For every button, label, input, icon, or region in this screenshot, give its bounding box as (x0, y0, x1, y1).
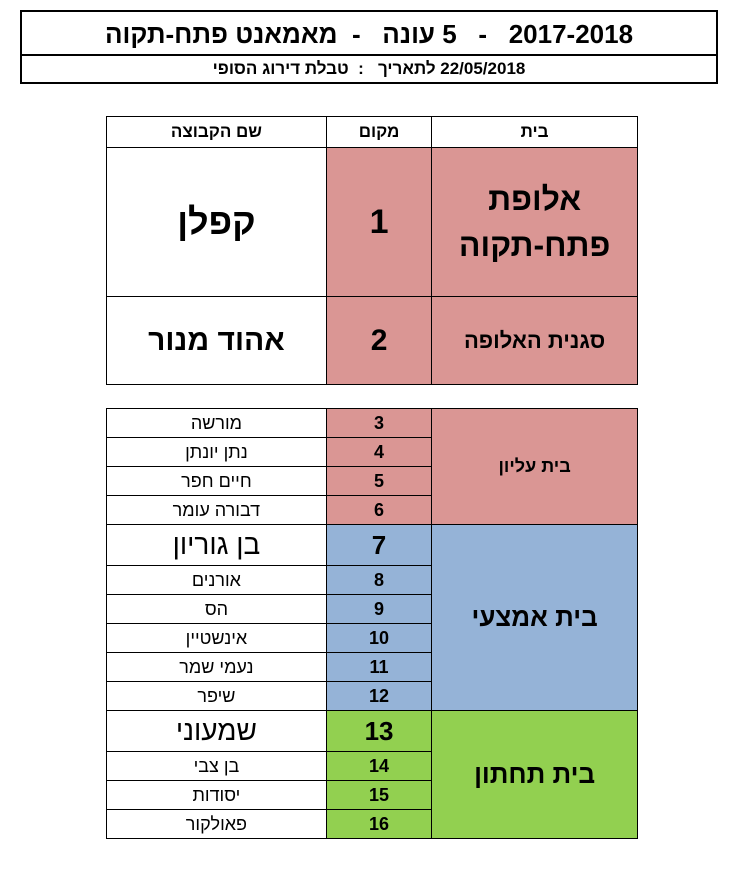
place-cell: 12 (326, 682, 431, 711)
champion-row (107, 148, 638, 297)
team-cell: שיפר (107, 682, 327, 711)
column-header-place: מקום (326, 117, 431, 148)
champion-house-cell (432, 148, 638, 297)
champion-team: קפלן (107, 148, 327, 297)
page-subtitle: 22/05/2018 לתאריך : טבלת דירוג הסופי (212, 59, 526, 78)
champion-house-line2: פתח-תקוה (458, 227, 611, 263)
column-header-team: שם הקבוצה (107, 117, 327, 148)
team-cell: יסודות (107, 781, 327, 810)
champion-house-line1: אלופת (488, 181, 582, 217)
top-standings-table (106, 116, 638, 385)
team-cell: נעמי שמר (107, 653, 327, 682)
team-cell: חיים חפר (107, 467, 327, 496)
team-cell: אורנים (107, 566, 327, 595)
team-cell: פאולקור (107, 810, 327, 839)
team-cell: דבורה עומר (107, 496, 327, 525)
team-cell: בן גוריון (107, 525, 327, 566)
place-cell: 14 (326, 752, 431, 781)
team-cell: מורשה (107, 409, 327, 438)
vice-champion-team: אהוד מנור (107, 297, 327, 385)
vice-champion-row (107, 297, 638, 385)
team-cell: אינשטיין (107, 624, 327, 653)
column-header-house: בית (432, 117, 638, 148)
team-cell: בן צבי (107, 752, 327, 781)
table-row (107, 525, 638, 566)
team-cell: נתן יונתן (107, 438, 327, 467)
table-row (107, 409, 638, 438)
table-row (107, 711, 638, 752)
place-cell: 16 (326, 810, 431, 839)
league-standings-table (106, 408, 638, 839)
place-cell: 10 (326, 624, 431, 653)
team-cell: הס (107, 595, 327, 624)
house-upper: בית עליון (432, 409, 638, 525)
table-header-row (107, 117, 638, 148)
place-cell: 5 (326, 467, 431, 496)
page-header (20, 10, 718, 84)
champion-place: 1 (326, 148, 431, 297)
place-cell: 3 (326, 409, 431, 438)
place-cell: 13 (326, 711, 431, 752)
place-cell: 7 (326, 525, 431, 566)
house-lower: בית תחתון (432, 711, 638, 839)
page-title: 2017-2018 - 5 עונה - מאמאנט פתח-תקוה (22, 12, 716, 56)
place-cell: 6 (326, 496, 431, 525)
place-cell: 4 (326, 438, 431, 467)
vice-champion-place: 2 (326, 297, 431, 385)
place-cell: 8 (326, 566, 431, 595)
place-cell: 11 (326, 653, 431, 682)
house-middle: בית אמצעי (432, 525, 638, 711)
place-cell: 15 (326, 781, 431, 810)
place-cell: 9 (326, 595, 431, 624)
team-cell: שמעוני (107, 711, 327, 752)
vice-champion-house: סגנית האלופה (432, 297, 638, 385)
